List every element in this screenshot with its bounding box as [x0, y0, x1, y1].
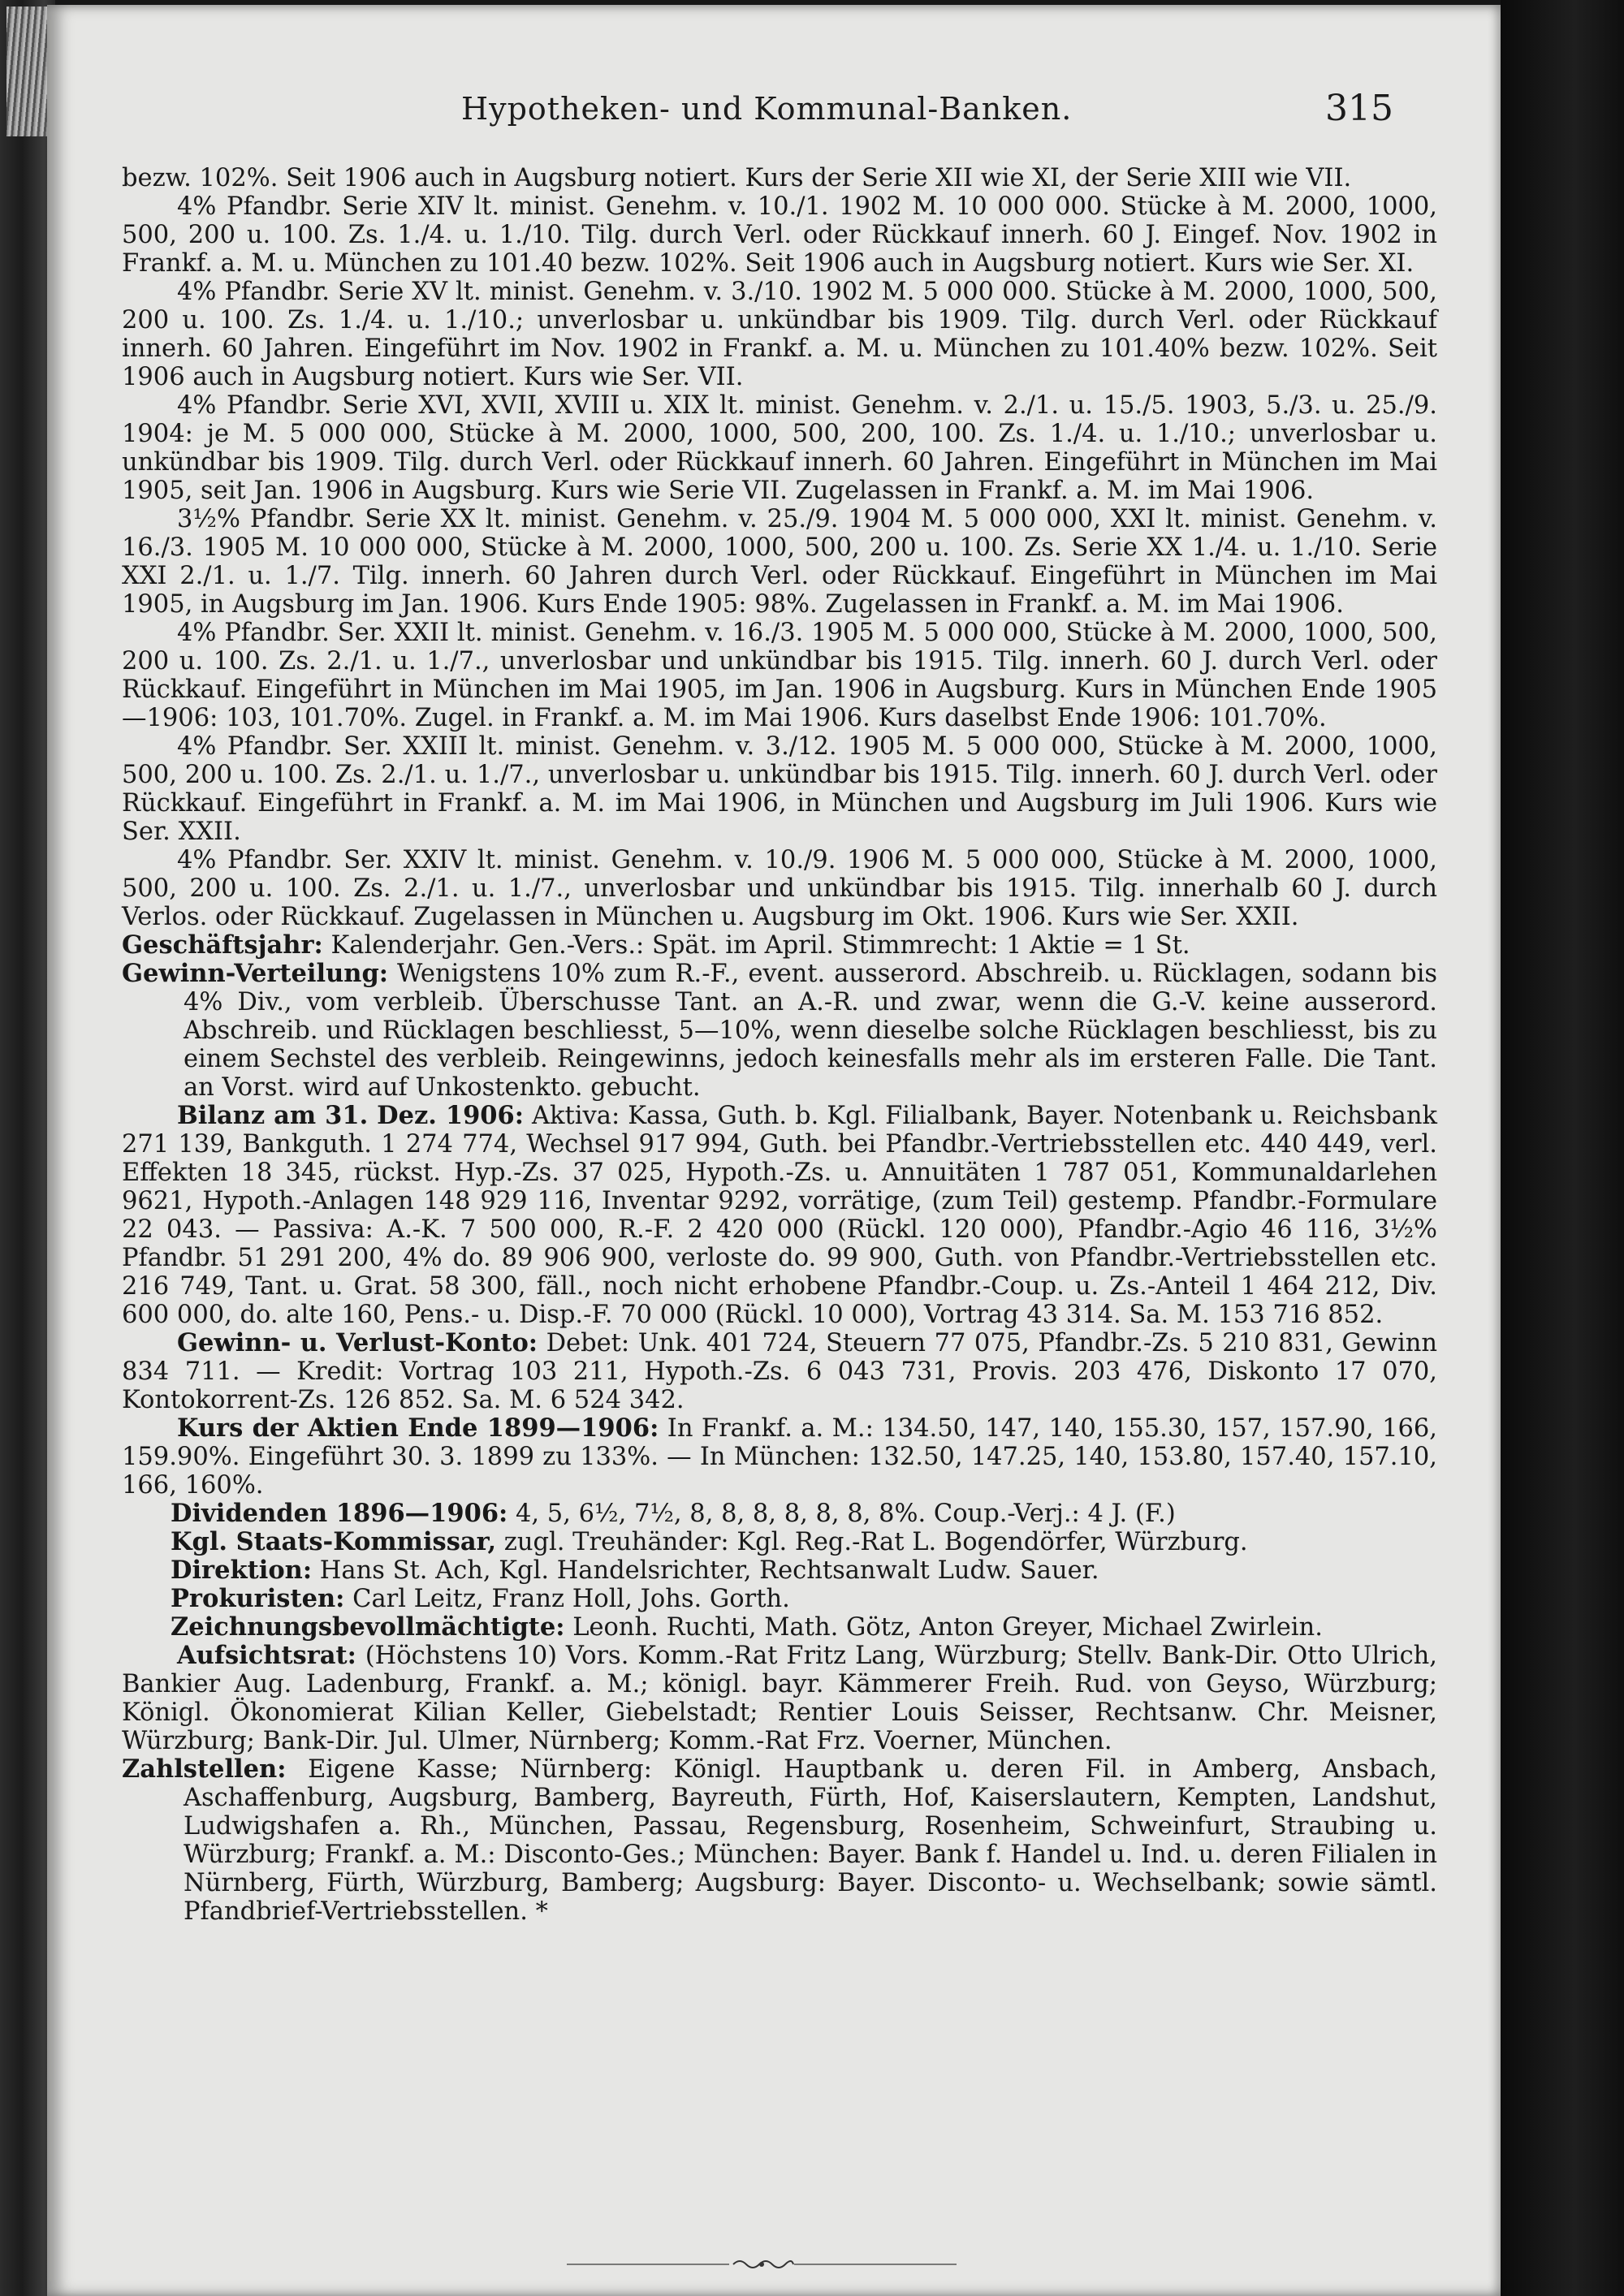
document-page [47, 5, 1501, 2296]
paragraph-text: Wenigstens 10% zum R.-F., event. ausserord. Abschreib. u. Rücklagen, sodann bis 4% Div., vom verbleib. Überschusse Tant. an A.-R. und zwar, wenn die G.-V. keine ausserord. Abschreib. und Rücklagen beschliesst, 5—10%, wenn dieselbe solche Rücklagen beschliesst, bis zu einem Sechstel des verbleib. Reingewinns, jedoch keinesfalls mehr als im ersteren Falle. Die Tant. an Vorst. wird auf Unkostenkto. gebucht. [184, 960, 1437, 1102]
paragraph [122, 192, 1437, 278]
section-label: Prokuristen: [171, 1584, 345, 1613]
paragraph-text: Eigene Kasse; Nürnberg: Königl. Hauptbank u. deren Fil. in Amberg, Ansbach, Aschaffenburg, Augsburg, Bamberg, Bayreuth, Fürth, Hof, Kaiserslautern, Kempten, Landshut, Ludwigshafen a. Rh., München, Passau, Regensburg, Rosenheim, Schweinfurt, Straubing u. Würzburg; Frankf. a. M.: Disconto-Ges.; München: Bayer. Bank f. Handel u. Ind. u. deren Filialen in Nürnberg, Fürth, Würzburg, Bamberg; Augsburg: Bayer. Disconto- u. Wechselbank; sowie sämtl. Pfandbrief-Vertriebsstellen. * [184, 1755, 1437, 1926]
body-text [122, 164, 1437, 1926]
paragraph-text: 4% Pfandbr. Serie XV lt. minist. Genehm. v. 3./10. 1902 M. 5 000 000. Stücke à M. 2000, 1000, 500, 200 u. 100. Zs. 1./4. u. 1./10.; unverlosbar u. unkündbar bis 1909. Tilg. durch Verl. oder Rückkauf innerh. 60 Jahren. Eingeführt im Nov. 1902 in Frankf. a. M. u. München zu 101.40% bezw. 102%. Seit 1906 auch in Augsburg notiert. Kurs wie Ser. VII. [122, 278, 1437, 391]
section-label: Gewinn- u. Verlust-Konto: [177, 1328, 538, 1357]
paragraph [122, 1102, 1437, 1329]
paragraph [122, 1528, 1437, 1556]
section-label: Geschäftsjahr: [122, 930, 323, 960]
section-label: Zahlstellen: [122, 1754, 287, 1784]
section-label: Gewinn-Verteilung: [122, 959, 389, 988]
paragraph-text: Hans St. Ach, Kgl. Handelsrichter, Rechtsanwalt Ludw. Sauer. [312, 1556, 1099, 1585]
paragraph [122, 846, 1437, 931]
paragraph [122, 391, 1437, 505]
paragraph-text: Carl Leitz, Franz Holl, Johs. Gorth. [344, 1585, 790, 1613]
ornament-rule-icon [567, 2257, 957, 2272]
paragraph [122, 732, 1437, 846]
paragraph [122, 1642, 1437, 1755]
paragraph [122, 505, 1437, 619]
section-label: Aufsichtsrat: [177, 1641, 356, 1670]
section-label: Kurs der Aktien Ende 1899—1906: [177, 1413, 659, 1443]
paragraph-text: zugl. Treuhänder: Kgl. Reg.-Rat L. Bogendörfer, Würzburg. [496, 1528, 1248, 1556]
paragraph [122, 1329, 1437, 1414]
paragraph [122, 1585, 1437, 1613]
paragraph [122, 1556, 1437, 1585]
section-label: Direktion: [171, 1556, 313, 1585]
paragraph [122, 164, 1437, 192]
page-number: 315 [1325, 88, 1393, 129]
section-label: Dividenden 1896—1906: [171, 1499, 508, 1528]
paragraph-text: Aktiva: Kassa, Guth. b. Kgl. Filialbank, Bayer. Notenbank u. Reichsbank 271 139, Bankguth. 1 274 774, Wechsel 917 994, Guth. bei Pfandbr.-Vertriebsstellen etc. 440 449, verl. Effekten 18 345, rückst. Hyp.-Zs. 37 025, Hypoth.-Zs. u. Annuitäten 1 787 051, Kommunaldarlehen 9621, Hypoth.-Anlagen 148 929 116, Inventar 9292, vorrätige, (zum Teil) gestemp. Pfandbr.-Formulare 22 043. — Passiva: A.-K. 7 500 000, R.-F. 2 420 000 (Rückl. 120 000), Pfandbr.-Agio 46 116, 3½% Pfandbr. 51 291 200, 4% do. 89 906 900, verloste do. 99 900, Guth. von Pfandbr.-Vertriebsstellen etc. 216 749, Tant. u. Grat. 58 300, fäll., noch nicht erhobene Pfandbr.-Coup. u. Zs.-Anteil 1 464 212, Div. 600 000, do. alte 160, Pens.- u. Disp.-F. 70 000 (Rückl. 10 000), Vortrag 43 314. Sa. M. 153 716 852. [122, 1102, 1437, 1329]
paragraph [122, 278, 1437, 391]
section-label: Zeichnungsbevollmächtigte: [171, 1612, 565, 1642]
paragraph-text: 3½% Pfandbr. Serie XX lt. minist. Genehm. v. 25./9. 1904 M. 5 000 000, XXI lt. minist. Genehm. v. 16./3. 1905 M. 10 000 000, Stücke à M. 2000, 1000, 500, 200 u. 100. Zs. Serie XX 1./4. u. 1./10. Serie XXI 2./1. u. 1./7. Tilg. innerh. 60 Jahren durch Verl. oder Rückkauf. Eingeführt in München im Mai 1905, in Augsburg im Jan. 1906. Kurs Ende 1905: 98%. Zugelassen in Frankf. a. M. im Mai 1906. [122, 505, 1437, 619]
paragraph-text: Kalenderjahr. Gen.-Vers.: Spät. im April. Stimmrecht: 1 Aktie = 1 St. [322, 931, 1190, 960]
paragraph-text: 4% Pfandbr. Ser. XXII lt. minist. Genehm. v. 16./3. 1905 M. 5 000 000, Stücke à M. 2000, 1000, 500, 200 u. 100. Zs. 2./1. u. 1./7., unverlosbar und unkündbar bis 1915. Tilg. innerh. 60 J. durch Verl. oder Rückkauf. Eingeführt in München im Mai 1905, im Jan. 1906 in Augsburg. Kurs in München Ende 1905—1906: 103, 101.70%. Zugel. in Frankf. a. M. im Mai 1906. Kurs daselbst Ende 1906: 101.70%. [122, 619, 1437, 732]
section-label: Kgl. Staats-Kommissar, [171, 1527, 497, 1556]
page-header [47, 88, 1501, 136]
paragraph-text: 4% Pfandbr. Serie XVI, XVII, XVIII u. XIX lt. minist. Genehm. v. 2./1. u. 15./5. 1903, 5./3. u. 25./9. 1904: je M. 5 000 000, Stücke à M. 2000, 1000, 500, 200, 100. Zs. 1./4. u. 1./10.; unverlosbar u. unkündbar bis 1909. Tilg. durch Verl. oder Rückkauf innerh. 60 Jahren. Eingeführt in München im Mai 1905, seit Jan. 1906 in Augsburg. Kurs wie Serie VII. Zugelassen in Frankf. a. M. im Mai 1906. [122, 391, 1437, 505]
paragraph [122, 1755, 1437, 1926]
paragraph-text: Leonh. Ruchti, Math. Götz, Anton Greyer, Michael Zwirlein. [564, 1613, 1323, 1642]
paragraph [122, 1414, 1437, 1500]
running-title: Hypotheken- und Kommunal-Banken. [461, 91, 1073, 127]
paragraph-text: In Frankf. a. M.: 134.50, 147, 140, 155.30, 157, 157.90, 166, 159.90%. Eingeführt 30. 3. 1899 zu 133%. — In München: 132.50, 147.25, 140, 153.80, 157.40, 157.10, 166, 160%. [122, 1414, 1437, 1500]
paragraph [122, 931, 1437, 960]
paragraph-text: 4% Pfandbr. Ser. XXIV lt. minist. Genehm. v. 10./9. 1906 M. 5 000 000, Stücke à M. 2000, 1000, 500, 200 u. 100. Zs. 2./1. u. 1./7., unverlosbar und unkündbar bis 1915. Tilg. innerhalb 60 J. durch Verlos. oder Rückkauf. Zugelassen in München u. Augsburg im Okt. 1906. Kurs wie Ser. XXII. [122, 846, 1437, 931]
paragraph [122, 960, 1437, 1102]
paragraph-text: Debet: Unk. 401 724, Steuern 77 075, Pfandbr.-Zs. 5 210 831, Gewinn 834 711. — Kredit: Vortrag 103 211, Hypoth.-Zs. 6 043 731, Provis. 203 476, Diskonto 17 070, Kontokorrent-Zs. 126 852. Sa. M. 6 524 342. [122, 1329, 1437, 1414]
paragraph [122, 1500, 1437, 1528]
page-edge [1501, 0, 1624, 2296]
paragraph-text: 4% Pfandbr. Ser. XXIII lt. minist. Genehm. v. 3./12. 1905 M. 5 000 000, Stücke à M. 2000, 1000, 500, 200 u. 100. Zs. 2./1. u. 1./7., unverlosbar u. unkündbar bis 1915. Tilg. innerh. 60 J. durch Verl. oder Rückkauf. Eingeführt in Frankf. a. M. im Mai 1906, in München und Augsburg im Juli 1906. Kurs wie Ser. XXII. [122, 732, 1437, 846]
paragraph-text: 4, 5, 6½, 7½, 8, 8, 8, 8, 8, 8, 8%. Coup.-Verj.: 4 J. (F.) [508, 1500, 1176, 1528]
paragraph-text: bezw. 102%. Seit 1906 auch in Augsburg notiert. Kurs der Serie XII wie XI, der Serie XIII wie VII. [122, 164, 1352, 192]
section-label: Bilanz am 31. Dez. 1906: [177, 1101, 525, 1130]
paragraph [122, 1613, 1437, 1642]
paragraph-text: 4% Pfandbr. Serie XIV lt. minist. Genehm. v. 10./1. 1902 M. 10 000 000. Stücke à M. 2000, 1000, 500, 200 u. 100. Zs. 1./4. u. 1./10. Tilg. durch Verl. oder Rückkauf innerh. 60 J. Eingef. Nov. 1902 in Frankf. a. M. u. München zu 101.40 bezw. 102%. Seit 1906 auch in Augsburg notiert. Kurs wie Ser. XI. [122, 192, 1437, 278]
paragraph-text: (Höchstens 10) Vors. Komm.-Rat Fritz Lang, Würzburg; Stellv. Bank-Dir. Otto Ulrich, Bankier Aug. Ladenburg, Frankf. a. M.; königl. bayr. Kämmerer Freih. Rud. von Geyso, Würzburg; Königl. Ökonomierat Kilian Keller, Giebelstadt; Rentier Louis Seisser, Rechtsanw. Chr. Meisner, Würzburg; Bank-Dir. Jul. Ulmer, Nürnberg; Komm.-Rat Frz. Voerner, München. [122, 1642, 1437, 1755]
paragraph [122, 619, 1437, 732]
